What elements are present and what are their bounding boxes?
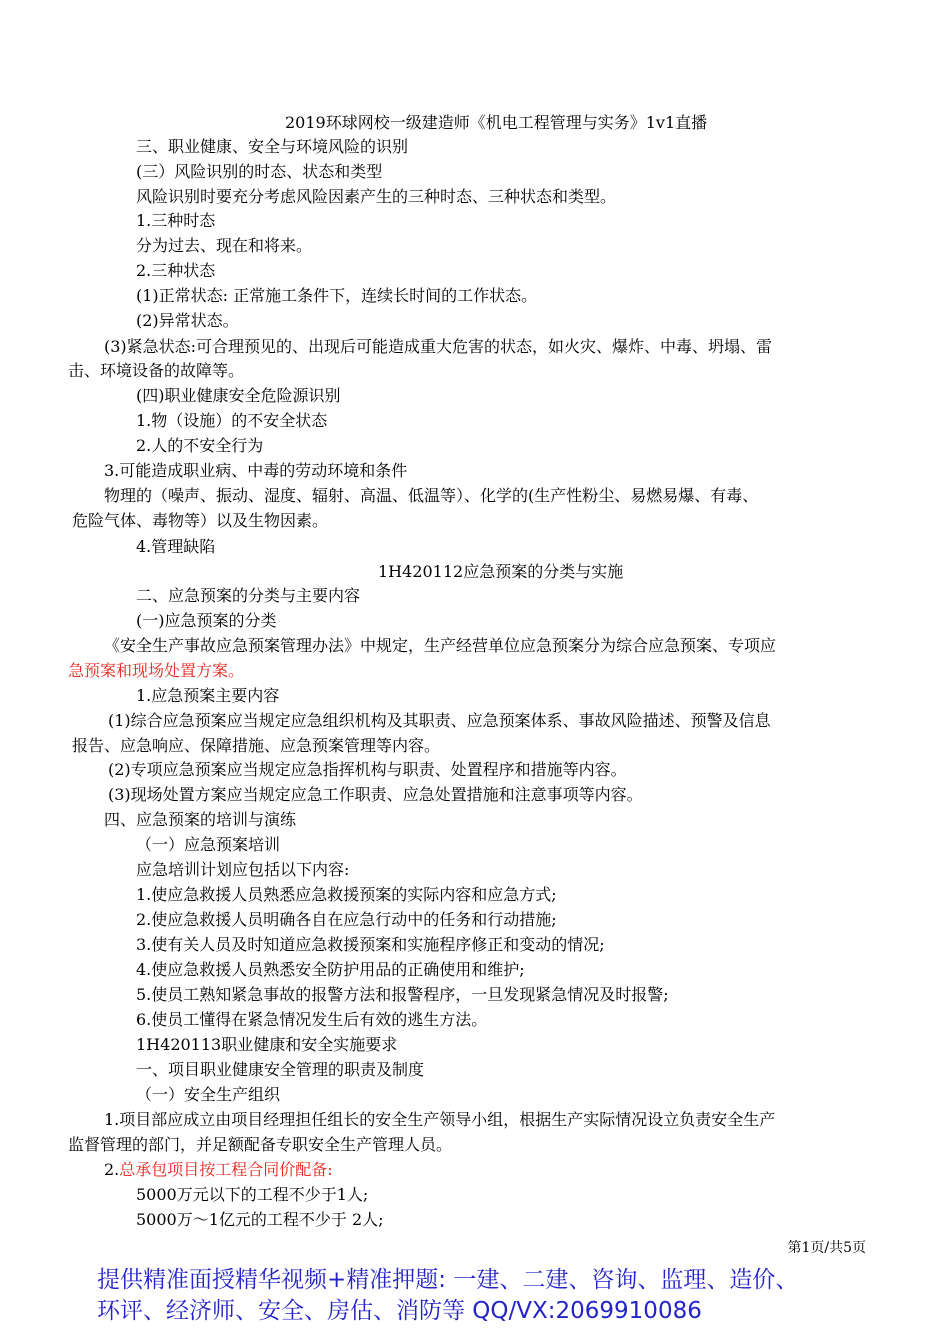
list-item: 3.使有关人员及时知道应急救援预案和实施程序修正和变动的情况; [136,935,605,954]
promo-banner-line-2: 环评、经济师、安全、房估、消防等 QQ/VX:2069910086 [97,1298,702,1324]
section-heading: 四、应急预案的培训与演练 [104,810,297,829]
paragraph: 5000万元以下的工程不少于1人; [136,1185,369,1204]
section-heading: 一、项目职业健康安全管理的职责及制度 [136,1060,425,1079]
paragraph: (3)现场处置方案应当规定应急工作职责、应急处置措施和注意事项等内容。 [108,785,643,804]
list-item: (2)异常状态。 [136,311,239,330]
list-item: 4.管理缺陷 [136,537,216,556]
paragraph: 应急培训计划应包括以下内容: [136,860,350,879]
subsection-heading: (三）风险识别的时态、状态和类型 [136,162,383,181]
paragraph-continued: 击、环境设备的故障等。 [68,361,245,380]
list-item: 6.使员工懂得在紧急情况发生后有效的逃生方法。 [136,1010,488,1029]
paragraph: 5000万～1亿元的工程不少于 2人; [136,1210,384,1229]
paragraph: 风险识别时要充分考虑风险因素产生的三种时态、三种状态和类型。 [136,187,617,206]
section-code-heading: 1H420112应急预案的分类与实施 [378,562,624,581]
subsection-heading: （一）安全生产组织 [136,1085,281,1104]
page-title: 2019环球网校一级建造师《机电工程管理与实务》1v1直播 [285,113,708,132]
subsection-heading: (四)职业健康安全危险源识别 [136,386,341,405]
subsection-heading: (一)应急预案的分类 [136,611,277,630]
highlighted-text: 总承包项目按工程合同价配备: [119,1160,333,1179]
list-item: (1)正常状态: 正常施工条件下，连续长时间的工作状态。 [136,286,538,305]
list-item: 2.使应急救援人员明确各自在应急行动中的任务和行动措施; [136,910,557,929]
section-heading: 三、职业健康、安全与环境风险的识别 [136,137,409,156]
section-code-heading: 1H420113职业健康和安全实施要求 [136,1035,398,1054]
paragraph: 1.项目部应成立由项目经理担任组长的安全生产领导小组，根据生产实际情况设立负责安全生产 [104,1110,776,1129]
list-number: 2. [104,1160,120,1179]
list-item: 1.三种时态 [136,211,216,230]
list-item: 2.三种状态 [136,261,216,280]
paragraph: 物理的（噪声、振动、湿度、辐射、高温、低温等）、化学的(生产性粉尘、易燃易爆、有毒、 [104,486,759,505]
list-item: 1.使应急救援人员熟悉应急救援预案的实际内容和应急方式; [136,885,557,904]
page-number: 第1页/共5页 [787,1240,866,1256]
paragraph: 分为过去、现在和将来。 [136,236,313,255]
paragraph: (2)专项应急预案应当规定应急指挥机构与职责、处置程序和措施等内容。 [108,760,627,779]
paragraph: (1)综合应急预案应当规定应急组织机构及其职责、应急预案体系、事故风险描述、预警及信息 [108,711,771,730]
list-item: 3.可能造成职业病、中毒的劳动环境和条件 [104,461,408,480]
list-item: 4.使应急救援人员熟悉安全防护用品的正确使用和维护; [136,960,525,979]
list-item [104,1160,333,1180]
section-heading: 二、应急预案的分类与主要内容 [136,586,361,605]
list-item: 2.人的不安全行为 [136,436,264,455]
paragraph-continued: 危险气体、毒物等）以及生物因素。 [72,511,329,530]
highlighted-text: 急预案和现场处置方案。 [68,661,245,680]
subsection-heading: （一）应急预案培训 [136,835,281,854]
list-item: 1.物（设施）的不安全状态 [136,411,328,430]
list-item: 5.使员工熟知紧急事故的报警方法和报警程序，一旦发现紧急情况及时报警; [136,985,669,1004]
list-item: 1.应急预案主要内容 [136,686,280,705]
paragraph: (3)紧急状态:可合理预见的、出现后可能造成重大危害的状态，如火灾、爆炸、中毒、坍塌、雷 [104,337,773,356]
paragraph-continued: 报告、应急响应、保障措施、应急预案管理等内容。 [72,736,441,755]
promo-banner-line-1: 提供精准面授精华视频+精准押题: 一建、二建、咨询、监理、造价、 [97,1267,799,1293]
paragraph-continued: 监督管理的部门，并足额配备专职安全生产管理人员。 [68,1135,453,1154]
paragraph: 《安全生产事故应急预案管理办法》中规定，生产经营单位应急预案分为综合应急预案、专项应 [104,636,777,655]
